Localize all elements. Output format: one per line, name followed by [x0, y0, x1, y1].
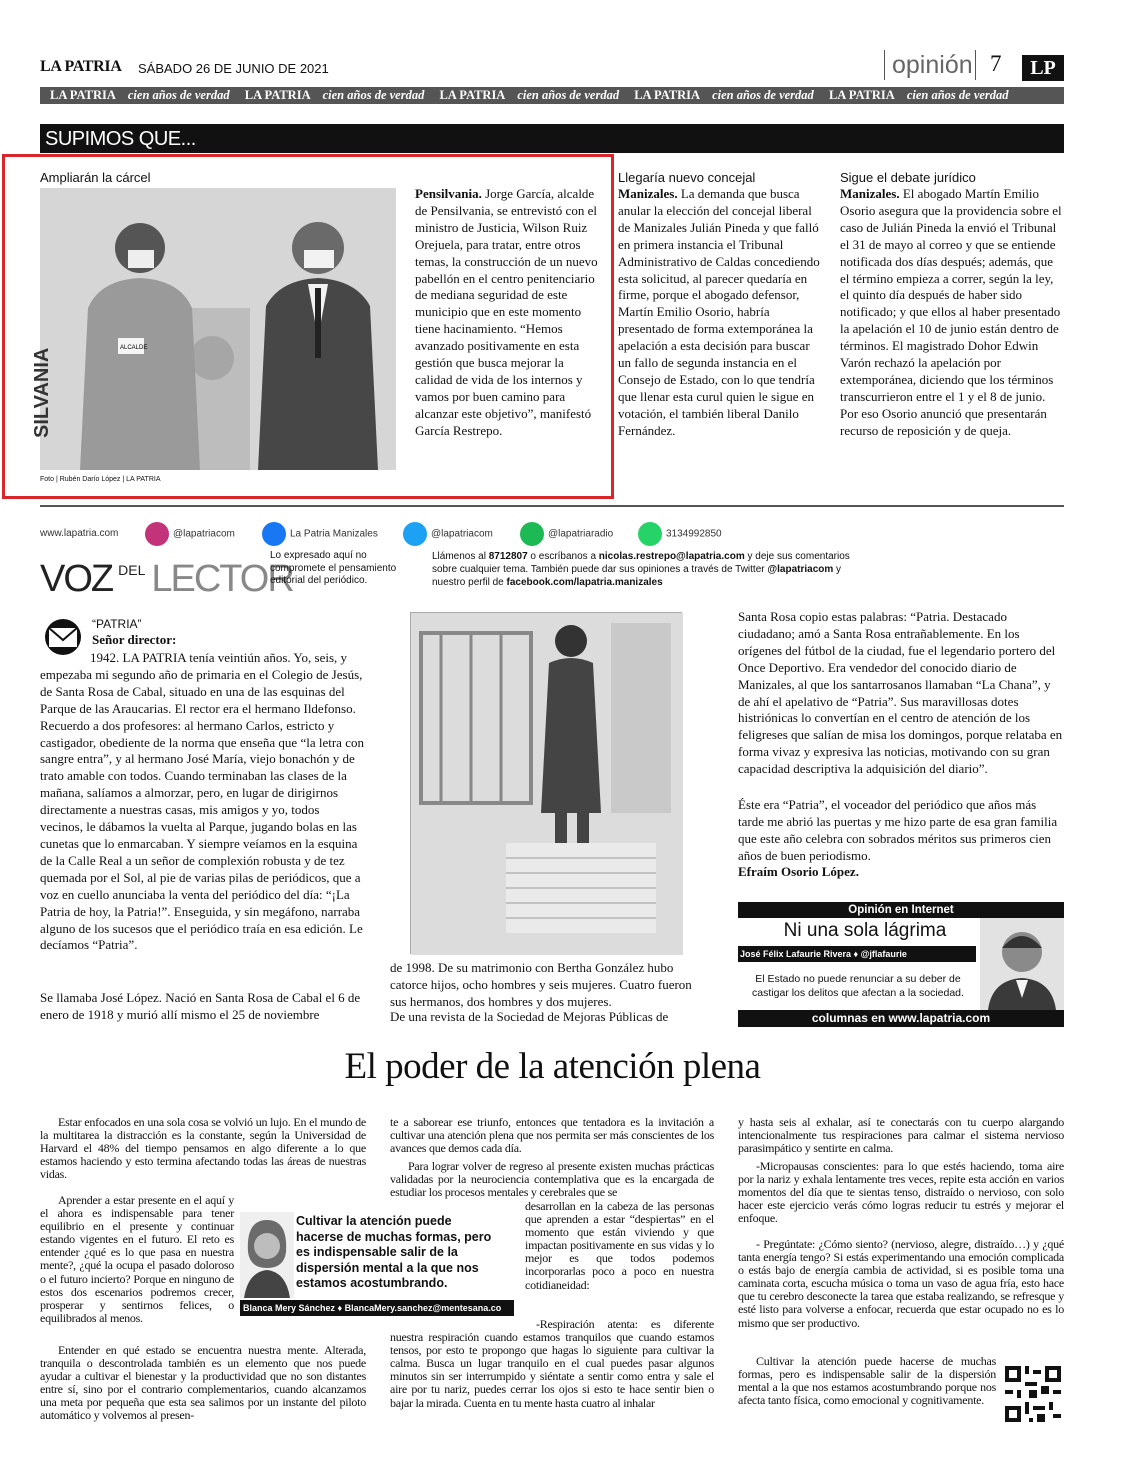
strip-slogan: cien años de verdad — [127, 88, 230, 102]
strip-brand: LA PATRIA — [244, 88, 311, 102]
social-spotify[interactable]: @lapatriaradio — [520, 522, 613, 546]
brief-1-lead: Pensilvania. — [415, 186, 482, 201]
brief-3-body: El abogado Martín Emilio Osorio asegura que la providencia sobre el caso de Julián Pineda la envió el Tribunal el 31 de mayo al correo y que se entiende notificada dos días después; además, que el término empieza a correr, según la ley, el quinto día después de haber sido notificado; y que ellos al haber presentado la apelación el 10 de junio están dentro de términos. El magistrado Dohor Edwin Varón rechazó la apelación por extemporánea, diciendo que los términos transcurrieron entre el 1 y el 8 de junio. Por eso Osorio anunció que presentarán recurso de reposición y de queja. — [840, 186, 1062, 438]
link-web[interactable]: www.lapatria.com — [40, 528, 119, 539]
edition-date: SÁBADO 26 DE JUNIO DE 2021 — [138, 61, 329, 76]
editorial-disclaimer: Lo expresado aquí no compromete el pensamiento editorial del periódico. — [270, 550, 397, 586]
brief-2-text — [618, 186, 820, 440]
strip-slogan: cien años de verdad — [517, 88, 620, 102]
page-number: 7 — [990, 51, 1002, 76]
article-col2-p2: Para lograr volver de regreso al presente existen muchas prácticas validadas por la neurociencia contemplativa que es la encargada de estudiar los procesos mentales y cerebrales que se — [390, 1159, 714, 1200]
jacket-text: SILVANIA — [31, 347, 53, 438]
brief-3-head: Sigue el debate jurídico — [840, 170, 976, 185]
spotify-icon — [520, 522, 544, 546]
brief-2-head: Llegaría nuevo concejal — [618, 170, 756, 185]
badge-text: ALCALDE — [120, 345, 148, 351]
opinion-internet-head: Opinión en Internet — [738, 902, 1064, 918]
contact-email[interactable]: nicolas.restrepo@lapatria.com — [598, 551, 745, 562]
instagram-icon — [145, 522, 169, 546]
twitter-icon — [403, 522, 427, 546]
opinion-internet-title[interactable]: Ni una sola lágrima — [783, 920, 947, 941]
letter-paragraph-6: Éste era “Patria”, el voceador del periódico que años más tarde me abrió las puertas y me hizo parte de esa gran familia que este año celebra con sobrados méritos sus primeros cien años de buen periodismo. — [738, 797, 1058, 863]
letter-paragraph-4: De una revista de la Sociedad de Mejoras Públicas de — [390, 1009, 669, 1024]
social-whatsapp[interactable]: 3134992850 — [638, 522, 722, 546]
article-col2-p4: -Respiración atenta: es diferente nuestra respiración cuando estamos tranquilos que cuando estamos tensos, por esto te propongo que hagas lo siguiente para cultivar la calma. Busca un lugar tranquilo en el cual puedes pasar algunos minutos sin ser interrumpido y siéntate a sentir como entra y sale el aire por tu nariz, puedes cerrar los ojos si esto te hace sentir bien o bajar la mirada. Cuenta en tu mente hasta cuatro al inhalar — [390, 1317, 714, 1410]
article-title: El poder de la atención plena — [344, 1046, 761, 1087]
author-portrait — [240, 1212, 294, 1298]
letter-salutation: Señor director: — [92, 632, 177, 647]
archive-photo-illustration — [411, 613, 683, 955]
brief-2-lead: Manizales. — [618, 186, 678, 201]
article-col2-p3: desarrollan en la cabeza de las personas que aprenden a estar “despiertas” en el momento que están viviendo y que impactan positivamente en sus vidas y lo mejor es que todos podemos incorporarlas poco a poco en nuestra cotidianeidad: — [525, 1199, 714, 1292]
author-photo — [240, 1212, 294, 1298]
strip-slogan: cien años de verdad — [906, 88, 1009, 102]
brief-1-text — [415, 186, 603, 440]
strip-brand: LA PATRIA — [634, 88, 701, 102]
article-col2-p1: te a saborear ese triunfo, entonces que tentadora es la invitación a cultivar una atención plena que nos permita ser más conscientes de los avances que demos cada día. — [390, 1115, 714, 1156]
letter-paragraph-1: 1942. LA PATRIA tenía veintiún años. Yo, seis, y empezaba mi segundo año de primaria en el Colegio de Jesús, de Santa Rosa de Cabal, situado en una de las esquinas del Parque de las Araucarias. El rector era el hermano Ildefonso. Recuerdo a dos profesores: al hermano Carlos, estricto y castigador, obediente de la norma que enseña que “la letra con sangre entra”, y al hermano José María, viejo bonachón y de trato amable con todos. Cuando terminaban las clases de la mañana, salíamos a almorzar, pero, en lugar de dirigirnos directamente a nuestras casas, mis amigos y yo, todos vecinos, le dábamos la vuelta al Parque, jugando bolas en las cunetas que lo enmarcaban. Y siempre veíamos en la esquina de la Calle Real a un señor de complexión robusta y de tez quemada por el Sol, al pie de varias pilas de periódicos, que a voz en cuello anunciaba la venta del periódico del día: “¡La Patria de hoy, la Patria!”. Enseguida, y sin megáfono, narraba alguno de los sucesos que el periódico traía en esa edición. Le decíamos “Patria”. — [40, 650, 364, 953]
columnist-photo — [980, 918, 1064, 1010]
article-col3-p4: Cultivar la atención puede hacerse de muchas formas, pero es indispensable salir de la dispersión mental a la que nos estamos acostumbrando porque nos afecta tanto física, como emocional y cognitivamente. — [738, 1354, 996, 1408]
opinion-internet-summary: El Estado no puede renunciar a su deber de castigar los delitos que afectan a la sociedad. — [752, 973, 964, 999]
lp-logo: LP — [1022, 55, 1064, 81]
strip-slogan: cien años de verdad — [322, 88, 425, 102]
strip-slogan: cien años de verdad — [712, 88, 814, 102]
photo-illustration — [31, 188, 396, 470]
letter-paragraph-3: de 1998. De su matrimonio con Bertha González hubo catorce hijos, ocho hombres y seis mujeres. Cuatro fueron sus hermanos, dos hombres y dos mujeres. — [390, 960, 692, 1009]
section-name: opinión — [892, 51, 973, 79]
qr-code-icon — [1005, 1366, 1061, 1422]
letter-paragraph-5: Santa Rosa copio estas palabras: “Patria. Destacado ciudadano; amó a Santa Rosa entrañablemente. En los orígenes del fútbol de la ciudad, fue el legendario portero del Once Deportivo. Era vendedor del conocido diario de Manizales, al que los santarrosanos llamaban “La Chana”, y de ahí el apelativo de “Patria”. Sus maravillosas dotes histriónicas lo convertían en el centro de atención de los feligreses que salían de misa los domingos, porque relataba en forma vivaz y expresiva las noticias, motivando con su gran capacidad descriptiva la adquisición del diario”. — [738, 609, 1063, 777]
strip-brand: LA PATRIA — [50, 88, 116, 102]
letter-signature: Efraím Osorio López. — [738, 864, 859, 879]
voz-del-lector-title: VOZ $^{DEL}$ LECTOR — [40, 558, 293, 600]
photo-mayor-minister — [31, 188, 396, 470]
opinion-internet-footer[interactable]: columnas en www.lapatria.com — [738, 1010, 1064, 1027]
supimos-title: SUPIMOS QUE... — [45, 128, 196, 150]
letter-paragraph-2: Se llamaba José López. Nació en Santa Rosa de Cabal el 6 de enero de 1918 y murió allí mismo el 25 de noviembre — [40, 990, 361, 1022]
contact-info: Llámenos al 8712807 o escríbanos a nicolas.restrepo@lapatria.com y deje sus comentarios sobre cualquier tema. También puede dar sus opiniones a través de Twitter @lapatriacom y nuestro perfil de facebook.com/lapatria.manizales — [432, 551, 850, 588]
qr-code[interactable] — [1005, 1366, 1061, 1422]
columnist-portrait — [980, 918, 1064, 1010]
article-col1-p2: Aprender a estar presente en el aquí y el ahora es indispensable para tener equilibrio en el presente y continuar estando vigentes en el futuro. El reto es entender ¿qué es lo que pasa en nuestra mente?, ¿qué la ocupa el pasado doloroso o el futuro incierto? Porque en ninguno de estos dos escenarios podremos crecer, prosperar y sentirnos felices, o equilibrados al menos. — [40, 1193, 234, 1325]
brief-3-text — [840, 186, 1062, 440]
social-twitter[interactable]: @lapatriacom — [403, 522, 493, 546]
opinion-internet-author: José Félix Lafaurie Rivera ♦ @jflafaurie — [738, 946, 976, 962]
article-col1-p3: Entender en qué estado se encuentra nuestra mente. Alterada, tranquila o descontrolada también es un elemento que nos puede ayudar a cultivar el bienestar y la productividad que no son distantes entre sí, sino por el contrario complementarios, cuando alcanzamos una meta por pequeña que esta sea salimos por un instante del piloto automático y volvemos al presen- — [40, 1343, 366, 1423]
contact-phone[interactable]: 8712807 — [488, 551, 528, 562]
section-rule — [40, 505, 1064, 507]
photo-newspaper-vendor — [410, 612, 682, 954]
strip-brand: LA PATRIA — [439, 88, 506, 102]
article-byline: Blanca Mery Sánchez ♦ BlancaMery.sanchez@mentesana.co — [240, 1300, 514, 1316]
strip-brand: LA PATRIA — [828, 88, 895, 102]
whatsapp-icon — [638, 522, 662, 546]
slogan-strip — [40, 87, 1064, 104]
article-col1-p1: Estar enfocados en una sola cosa se volvió un lujo. En el mundo de la multitarea la distracción es la constante, según la Universidad de Harvard el 48% del tiempo pensamos en algo diferente a lo que estamos haciendo y esto termina afectando todas las áreas de nuestras vidas. — [40, 1115, 366, 1182]
article-col3-p2: -Micropausas conscientes: para lo que estés haciendo, toma aire por la nariz y exhala lentamente tres veces, repite esta acción en varios momentos del día que te sientas tenso, distraído o nervioso, con solo hacer este ejercicio verás cómo logras reducir tu estrés y mejorar el enfoque. — [738, 1159, 1064, 1226]
brief-2-body: La demanda que busca anular la elección del concejal liberal de Manizales Julián Pineda y que falló en primera instancia el Tribunal Administrativo de Caldas concediendo esta solicitud, al parecer quedaría en firme, porque el abogado defensor, Martín Emilio Osorio, habría presentado de forma extemporánea la apelación a esta decisión para buscar un fallo de segunda instancia en el Consejo de Estado, con lo que tendría que llenar esta curul quien le sigue en votación, el también liberal Danilo Fernández. — [618, 186, 820, 438]
contact-facebook[interactable]: facebook.com/lapatria.manizales — [506, 577, 663, 588]
facebook-icon — [262, 522, 286, 546]
brief-1-body: Jorge García, alcalde de Pensilvania, se entrevistó con el ministro de Justicia, Wilson Ruiz Orejuela, para tratar, entre otros temas, la construcción de un nuevo pabellón en el centro penitenciario de mediana seguridad de este municipio que en este momento tiene hacinamiento. “Hemos avanzado positivamente en esta gestión que busca mejorar la calidad de vida de los internos y vamos por buen camino para alcanzar este objetivo”, manifestó García Restrepo. — [415, 186, 598, 438]
article-col3-p3: - Pregúntate: ¿Cómo siento? (nervioso, alegre, distraído…) y ¿qué tanta energía tengo? Si estás experimentando una emoción complicada o estás bajo de energía cambia de actividad, si es posible toma una caminata corta, escucha música o toma un vaso de agua fría, esto hace que tu cerebro desconecte la tarea que estaba realizando, se refresque y esté listo para volverse a enfocar, recuerda que estar ocupado no es lo mismo que ser productivo. — [738, 1237, 1064, 1330]
social-facebook[interactable]: La Patria Manizales — [262, 522, 378, 546]
masthead: LA PATRIA — [40, 58, 122, 75]
brief-1-head: Ampliarán la cárcel — [40, 170, 151, 185]
social-instagram[interactable]: @lapatriacom — [145, 522, 235, 546]
contact-twitter[interactable]: @lapatriacom — [767, 564, 834, 575]
letter-title: “PATRIA” — [92, 617, 142, 631]
brief-3-lead: Manizales. — [840, 186, 900, 201]
photo-credit: Foto | Rubén Darío López | LA PATRIA — [40, 476, 161, 483]
pull-quote: Cultivar la atención puede hacerse de muchas formas, pero es indispensable salir de la dispersión mental a la que nos estamos acostumbrando. — [296, 1214, 492, 1290]
article-col3-p1: y hasta seis al exhalar, así te conectarás con tu cuerpo alargando intencionalmente tus respiraciones para calmar el sistema nervioso parasimpático y sentirte en calma. — [738, 1115, 1064, 1156]
